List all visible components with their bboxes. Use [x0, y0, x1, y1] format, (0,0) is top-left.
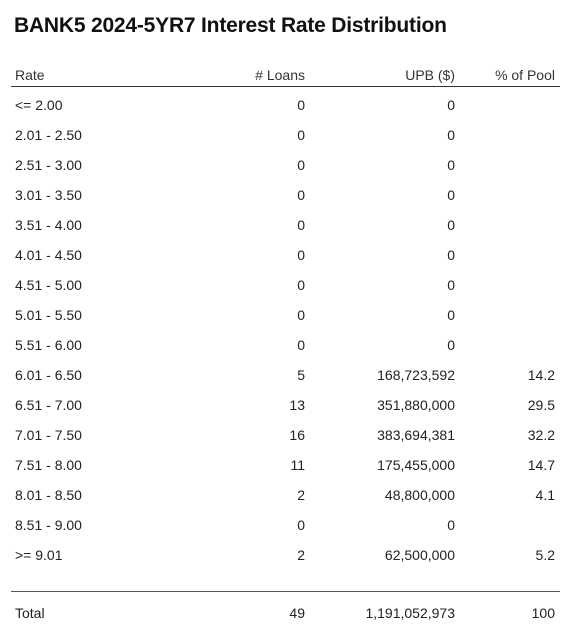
- table-row: [11, 330, 560, 360]
- column-header-pct: % of Pool: [495, 67, 555, 83]
- column-header-loans: # Loans: [255, 67, 305, 83]
- cell-upb: 0: [447, 337, 455, 353]
- table-row: [11, 510, 560, 540]
- cell-loans: 0: [297, 337, 305, 353]
- cell-upb: 0: [447, 97, 455, 113]
- cell-pct: 14.2: [527, 367, 555, 383]
- column-header-upb: UPB ($): [405, 67, 455, 83]
- cell-rate: 8.01 - 8.50: [15, 487, 82, 503]
- cell-upb: 0: [447, 277, 455, 293]
- cell-upb: 0: [447, 307, 455, 323]
- total-label: Total: [15, 605, 45, 621]
- cell-rate: 4.51 - 5.00: [15, 277, 82, 293]
- cell-upb: 383,694,381: [377, 427, 455, 443]
- cell-upb: 175,455,000: [377, 457, 455, 473]
- table-row: [11, 360, 560, 390]
- cell-loans: 0: [297, 307, 305, 323]
- cell-rate: <= 2.00: [15, 97, 63, 113]
- cell-pct: 32.2: [527, 427, 555, 443]
- cell-pct: 29.5: [527, 397, 555, 413]
- table-row: [11, 150, 560, 180]
- cell-loans: 0: [297, 187, 305, 203]
- cell-upb: 0: [447, 247, 455, 263]
- cell-rate: 5.01 - 5.50: [15, 307, 82, 323]
- cell-rate: 3.01 - 3.50: [15, 187, 82, 203]
- table-row: [11, 480, 560, 510]
- cell-upb: 351,880,000: [377, 397, 455, 413]
- cell-upb: 0: [447, 127, 455, 143]
- table-row: [11, 420, 560, 450]
- cell-loans: 2: [297, 487, 305, 503]
- cell-upb: 168,723,592: [377, 367, 455, 383]
- cell-rate: 2.01 - 2.50: [15, 127, 82, 143]
- cell-rate: 6.51 - 7.00: [15, 397, 82, 413]
- table-row: [11, 90, 560, 120]
- table-row: [11, 180, 560, 210]
- cell-loans: 2: [297, 547, 305, 563]
- table-row: [11, 210, 560, 240]
- table-row: [11, 540, 560, 570]
- cell-rate: 4.01 - 4.50: [15, 247, 82, 263]
- table-row: [11, 240, 560, 270]
- cell-loans: 0: [297, 247, 305, 263]
- cell-rate: 7.01 - 7.50: [15, 427, 82, 443]
- total-loans: 49: [289, 605, 305, 621]
- table-row: [11, 270, 560, 300]
- column-header-rate: Rate: [15, 67, 45, 83]
- cell-rate: 5.51 - 6.00: [15, 337, 82, 353]
- cell-loans: 0: [297, 157, 305, 173]
- cell-rate: 3.51 - 4.00: [15, 217, 82, 233]
- cell-upb: 0: [447, 187, 455, 203]
- cell-pct: 14.7: [527, 457, 555, 473]
- total-row: [11, 591, 560, 628]
- cell-pct: 4.1: [535, 487, 555, 503]
- cell-loans: 16: [289, 427, 305, 443]
- cell-loans: 0: [297, 217, 305, 233]
- table-row: [11, 390, 560, 420]
- cell-loans: 0: [297, 517, 305, 533]
- cell-loans: 0: [297, 277, 305, 293]
- cell-pct: 5.2: [535, 547, 555, 563]
- cell-loans: 0: [297, 127, 305, 143]
- cell-upb: 62,500,000: [384, 547, 455, 563]
- cell-loans: 13: [289, 397, 305, 413]
- cell-rate: 2.51 - 3.00: [15, 157, 82, 173]
- cell-upb: 0: [447, 217, 455, 233]
- table-body: [11, 90, 560, 570]
- table-row: [11, 120, 560, 150]
- cell-loans: 0: [297, 97, 305, 113]
- total-upb: 1,191,052,973: [365, 605, 455, 621]
- table-spacer: [11, 570, 560, 591]
- page-title: BANK5 2024-5YR7 Interest Rate Distribution: [14, 14, 447, 37]
- table-row: [11, 450, 560, 480]
- total-pct: 100: [531, 605, 555, 621]
- cell-upb: 48,800,000: [384, 487, 455, 503]
- cell-upb: 0: [447, 517, 455, 533]
- cell-rate: 6.01 - 6.50: [15, 367, 82, 383]
- cell-rate: 8.51 - 9.00: [15, 517, 82, 533]
- table-header: [11, 62, 560, 87]
- table-row: [11, 300, 560, 330]
- cell-loans: 5: [297, 367, 305, 383]
- cell-rate: 7.51 - 8.00: [15, 457, 82, 473]
- cell-upb: 0: [447, 157, 455, 173]
- rate-distribution-table: [11, 62, 560, 628]
- cell-loans: 11: [290, 457, 305, 473]
- cell-rate: >= 9.01: [15, 547, 63, 563]
